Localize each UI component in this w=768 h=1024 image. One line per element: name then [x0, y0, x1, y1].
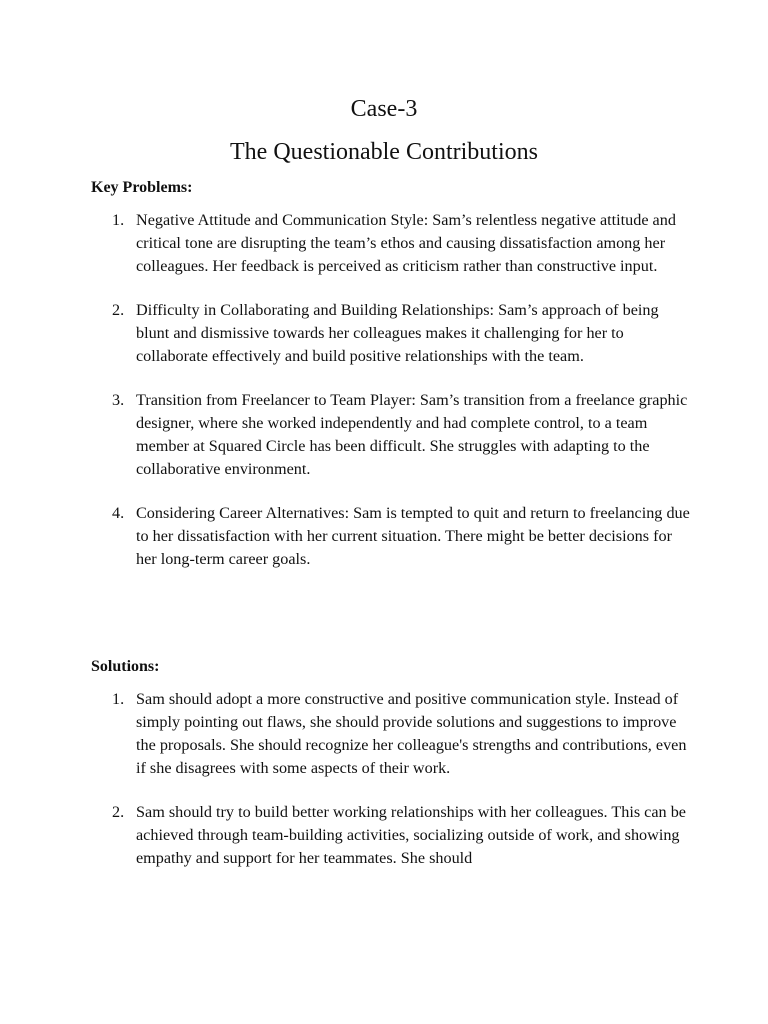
- solution-item: [112, 688, 692, 780]
- solutions-list: [112, 688, 692, 891]
- key-problems-list: [112, 209, 692, 592]
- solution-text: Sam should adopt a more constructive and positive communication style. Instead of simply pointing out flaws, she should provide solutions and suggestions to improve the proposals. She should recognize her colleague's strengths and contributions, even if she disagrees with some aspects of their work.: [136, 690, 687, 777]
- case-label: Case-3: [350, 96, 418, 122]
- key-problem-item: [112, 389, 692, 481]
- key-problem-text: Negative Attitude and Communication Style: Sam’s relentless negative attitude and critical tone are disrupting the team’s ethos and causing dissatisfaction among her colleagues. Her feedback is perceived as criticism rather than constructive input.: [136, 211, 676, 275]
- key-problem-text: Transition from Freelancer to Team Player: Sam’s transition from a freelance graphic designer, where she worked independently and had complete control, to a team member at Squared Circle has been difficult. She struggles with adapting to the collaborative environment.: [136, 391, 688, 478]
- list-number: 2.: [112, 803, 125, 821]
- key-problems-heading: Key Problems:: [91, 179, 193, 196]
- key-problem-item: [112, 502, 692, 571]
- list-number: 3.: [112, 391, 125, 409]
- list-number: 1.: [112, 690, 125, 708]
- list-number: 4.: [112, 504, 125, 522]
- key-problem-text: Considering Career Alternatives: Sam is tempted to quit and return to freelancing due to her dissatisfaction with her current situation. There might be better decisions for her long-term career goals.: [136, 504, 690, 568]
- solution-item: [112, 801, 692, 870]
- solution-text: Sam should try to build better working relationships with her colleagues. This can be achieved through team-building activities, socializing outside of work, and showing empathy and support for her teammates. She should: [136, 803, 686, 867]
- list-number: 2.: [112, 301, 125, 319]
- solutions-heading: Solutions:: [91, 658, 160, 675]
- key-problem-text: Difficulty in Collaborating and Building Relationships: Sam’s approach of being blunt and dismissive towards her colleagues makes it challenging for her to collaborate effectively and build positive relationships with the team.: [136, 301, 659, 365]
- key-problem-item: [112, 209, 692, 278]
- list-number: 1.: [112, 211, 125, 229]
- document-title: The Questionable Contributions: [230, 139, 538, 165]
- key-problem-item: [112, 299, 692, 368]
